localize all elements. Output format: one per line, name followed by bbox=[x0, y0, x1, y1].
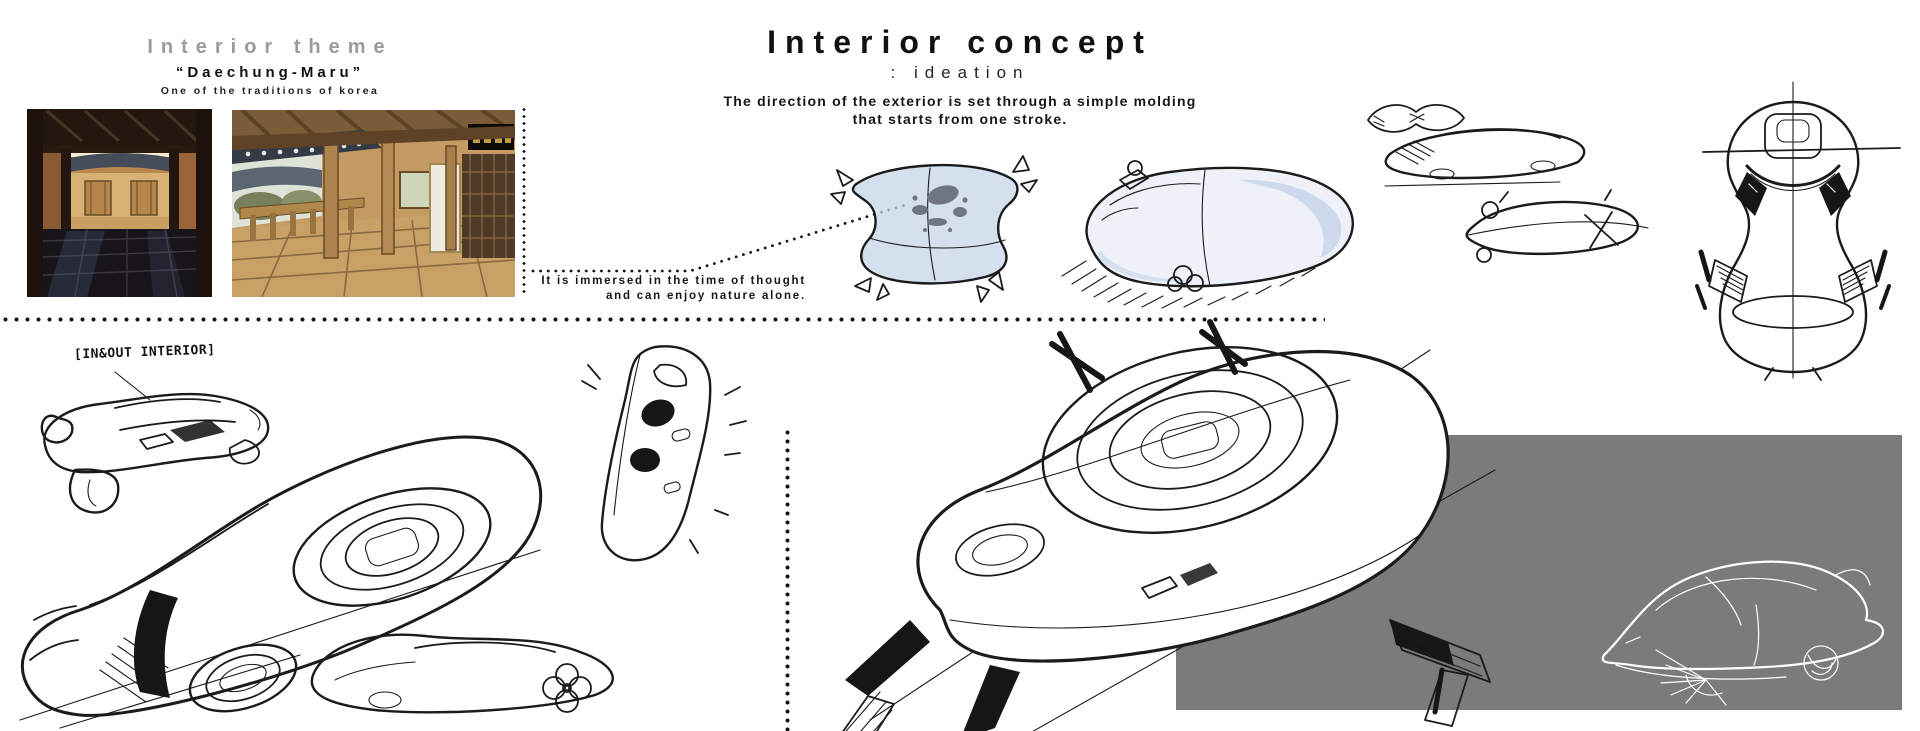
interior-theme-header bbox=[40, 36, 500, 97]
vertical-dotted-divider bbox=[522, 106, 526, 294]
thought-line-1: It is immersed in the time of thought bbox=[541, 275, 806, 287]
topview-molding-sketch bbox=[825, 140, 1040, 315]
front-view-sketch bbox=[1695, 80, 1910, 380]
daecheong-maru-hall-photo bbox=[232, 110, 515, 297]
interior-concept-header bbox=[660, 24, 1260, 83]
bean-volume-sketch bbox=[1040, 150, 1385, 310]
theme-name: “Daechung-Maru” bbox=[175, 64, 365, 81]
large-topview-sketch bbox=[790, 320, 1520, 731]
theme-caption: One of the traditions of korea bbox=[160, 85, 380, 97]
tilted-pod-sketch bbox=[540, 335, 770, 575]
white-car-sketch bbox=[1586, 515, 1896, 715]
side-and-top-view-sketches bbox=[1350, 90, 1670, 285]
hanok-courtyard-photo bbox=[27, 109, 212, 297]
molding-line-2: that starts from one stroke. bbox=[852, 111, 1068, 127]
molding-line-1: The direction of the exterior is set through a simple molding bbox=[723, 93, 1197, 109]
concept-title: Interior concept bbox=[767, 24, 1153, 60]
inout-interior-label: [IN&OUT INTERIOR] bbox=[73, 342, 216, 363]
molding-description bbox=[660, 92, 1260, 128]
concept-subtitle: : ideation bbox=[890, 63, 1030, 82]
theme-title: Interior theme bbox=[147, 36, 393, 58]
small-side-view-sketch bbox=[295, 600, 635, 731]
thought-line-2: and can enjoy nature alone. bbox=[605, 289, 806, 302]
